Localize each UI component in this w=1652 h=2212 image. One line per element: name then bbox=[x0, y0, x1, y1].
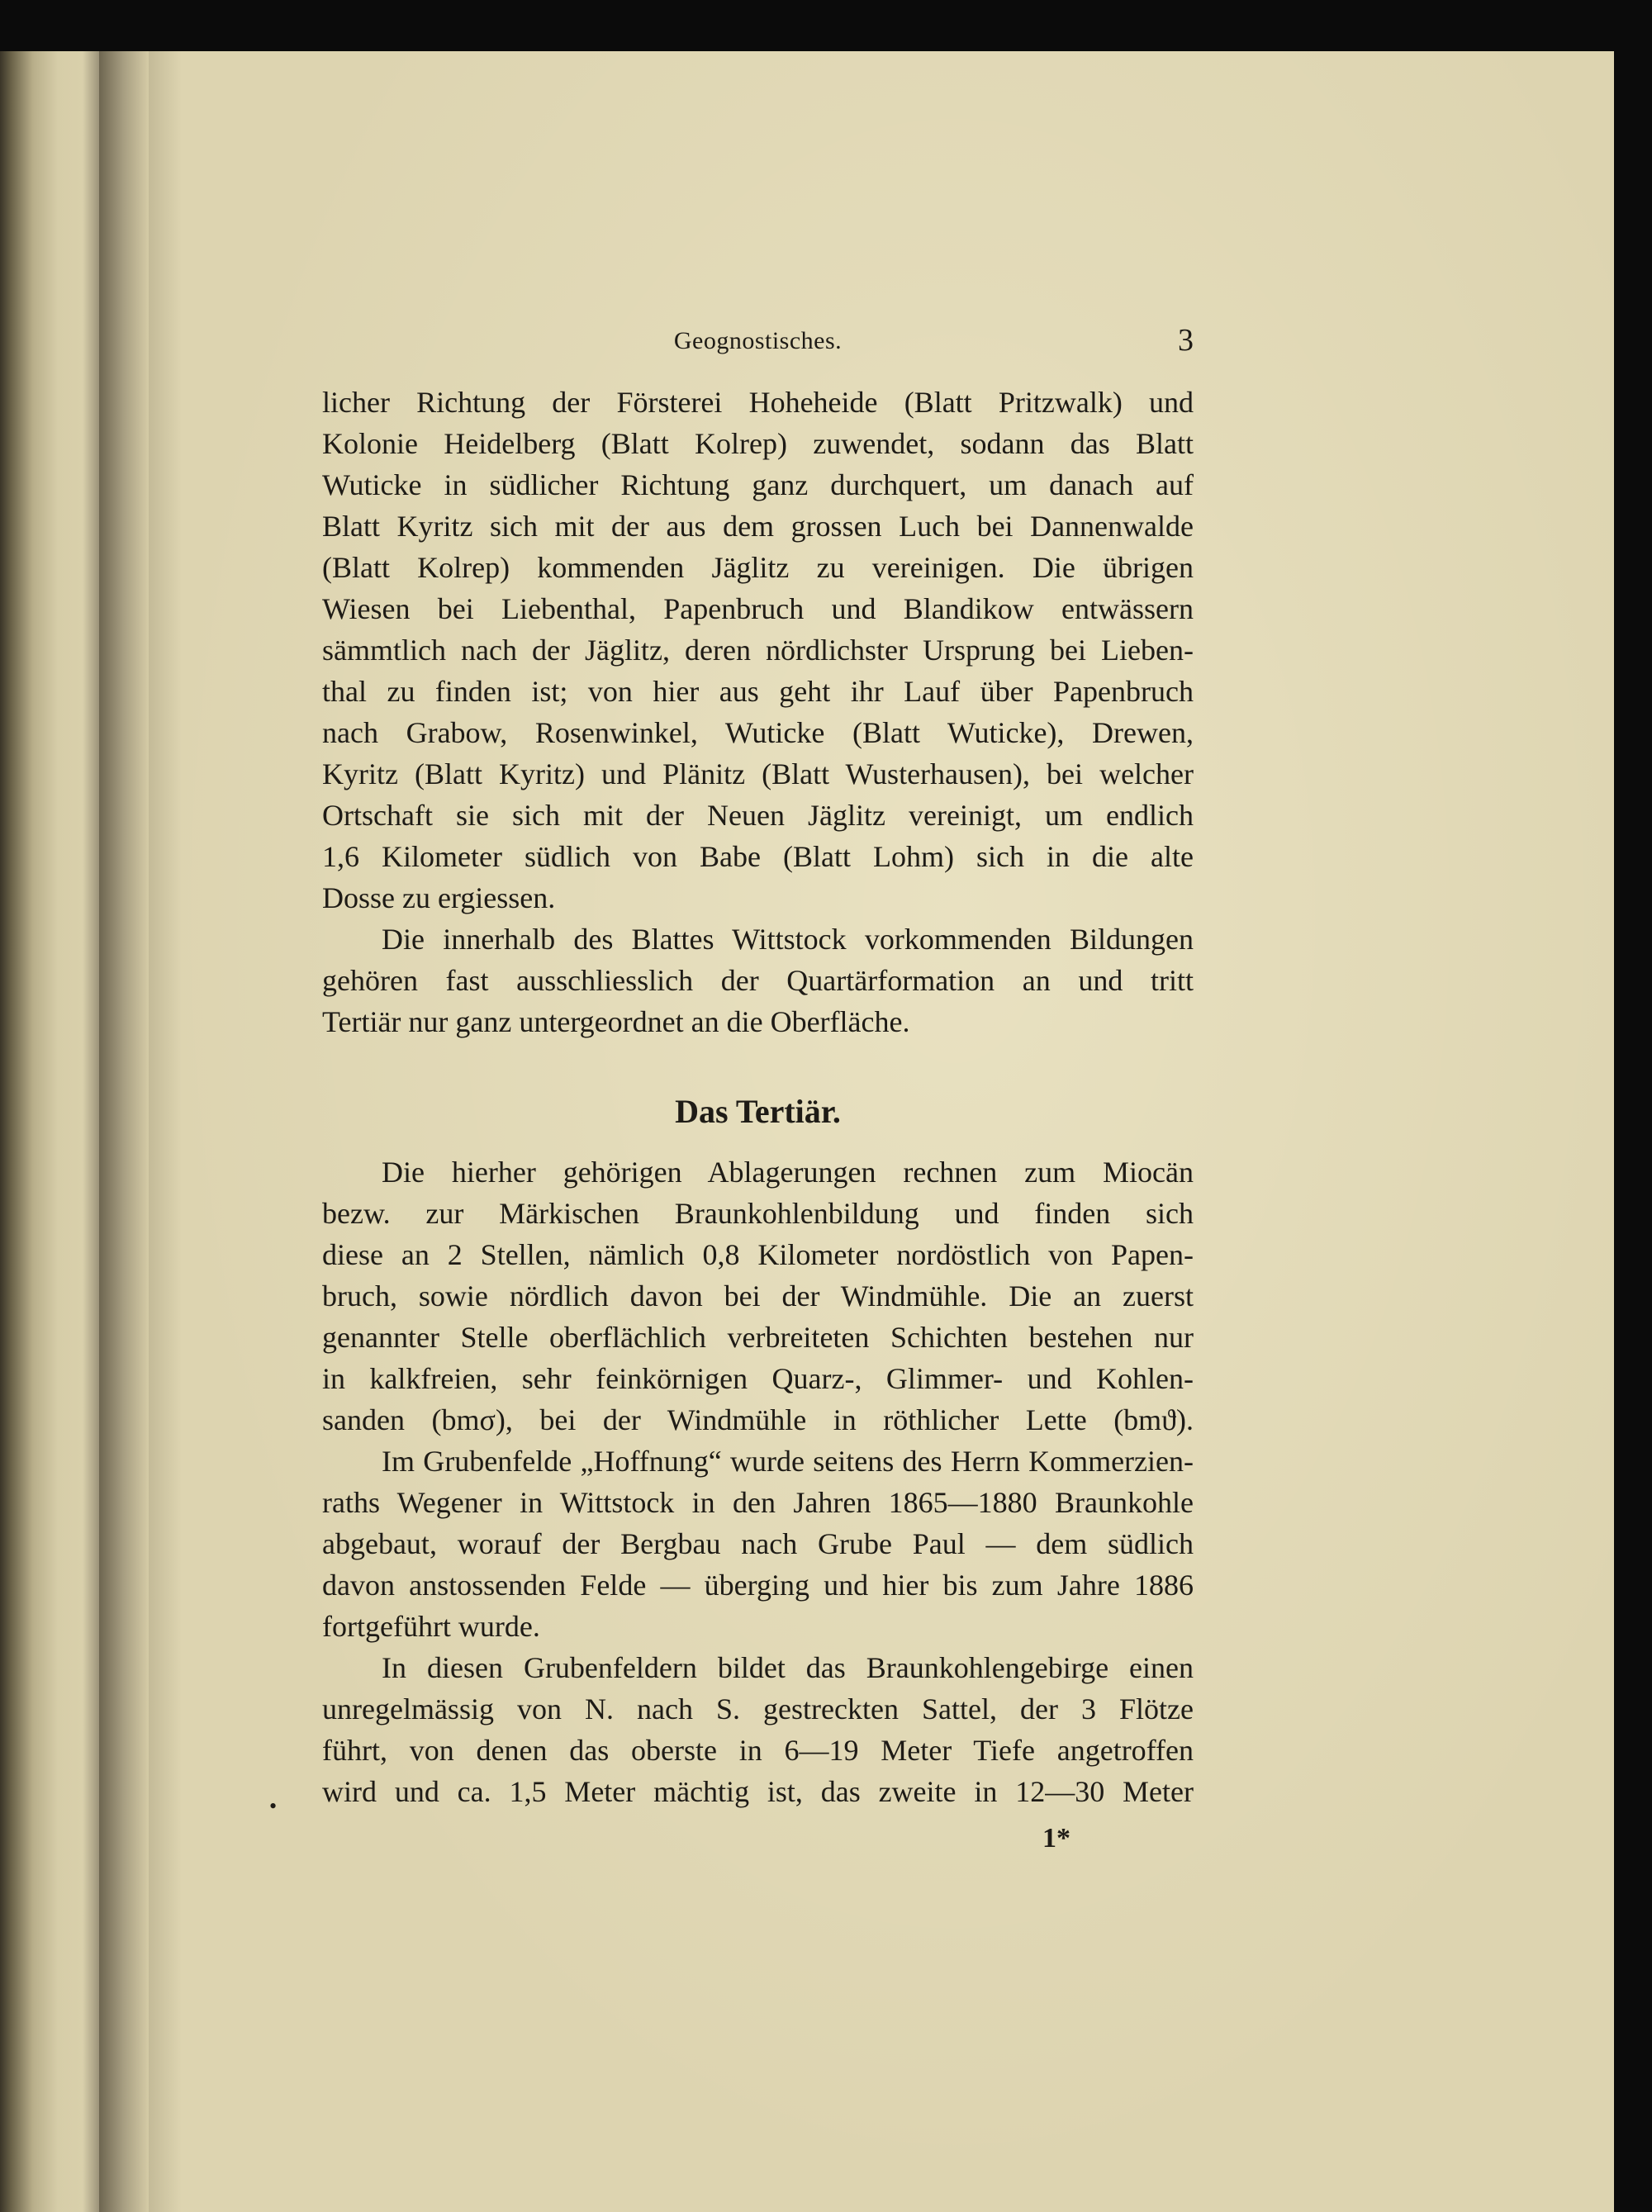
text-line: Kyritz (Blatt Kyritz) und Plänitz (Blatt Wusterhausen), bei welcher bbox=[322, 757, 1194, 790]
body-text-block-1 bbox=[322, 382, 1194, 1042]
text-line: sanden (bmσ), bei der Windmühle in röthlicher Lette (bmϑ). bbox=[322, 1403, 1194, 1436]
text-line: fortgeführt wurde. bbox=[322, 1610, 540, 1643]
book-gutter bbox=[99, 51, 149, 2212]
text-line: diese an 2 Stellen, nämlich 0,8 Kilometer nordöstlich von Papen- bbox=[322, 1238, 1194, 1271]
text-line: In diesen Grubenfeldern bildet das Braunkohlengebirge einen bbox=[382, 1651, 1194, 1684]
text-line: Im Grubenfelde „Hoffnung“ wurde seitens des Herrn Kommerzien- bbox=[382, 1445, 1194, 1478]
text-line: sämmtlich nach der Jäglitz, deren nördlichster Ursprung bei Lieben- bbox=[322, 634, 1194, 667]
text-line: Dosse zu ergiessen. bbox=[322, 881, 556, 914]
scan-background bbox=[1614, 51, 1652, 2212]
book-page bbox=[149, 51, 1614, 2212]
text-line: Die innerhalb des Blattes Wittstock vorkommenden Bildungen bbox=[382, 923, 1194, 956]
text-line: Wuticke in südlicher Richtung ganz durchquert, um danach auf bbox=[322, 468, 1194, 501]
body-text-block-2 bbox=[322, 1151, 1194, 1812]
text-line: davon anstossenden Felde — überging und hier bis zum Jahre 1886 bbox=[322, 1569, 1194, 1602]
text-line: gehören fast ausschliesslich der Quartärformation an und tritt bbox=[322, 964, 1194, 997]
text-line: 1,6 Kilometer südlich von Babe (Blatt Lohm) sich in die alte bbox=[322, 840, 1194, 873]
text-line: nach Grabow, Rosenwinkel, Wuticke (Blatt Wuticke), Drewen, bbox=[322, 716, 1194, 749]
text-line: Kolonie Heidelberg (Blatt Kolrep) zuwendet, sodann das Blatt bbox=[322, 427, 1194, 460]
page-number: 3 bbox=[1178, 323, 1194, 358]
text-line: genannter Stelle oberflächlich verbreiteten Schichten bestehen nur bbox=[322, 1321, 1194, 1354]
text-line: Tertiär nur ganz untergeordnet an die Oberfläche. bbox=[322, 1005, 910, 1038]
text-line: Ortschaft sie sich mit der Neuen Jäglitz vereinigt, um endlich bbox=[322, 799, 1194, 832]
text-line: licher Richtung der Försterei Hoheheide (Blatt Pritzwalk) und bbox=[322, 386, 1194, 419]
running-head: Geognostisches. bbox=[673, 327, 843, 354]
text-line: Wiesen bei Liebenthal, Papenbruch und Blandikow entwässern bbox=[322, 592, 1194, 625]
text-line: Die hierher gehörigen Ablagerungen rechnen zum Miocän bbox=[382, 1156, 1194, 1189]
facing-page-edge bbox=[0, 51, 99, 2212]
text-line: bruch, sowie nördlich davon bei der Windmühle. Die an zuerst bbox=[322, 1279, 1194, 1312]
text-line: führt, von denen das oberste in 6—19 Meter Tiefe angetroffen bbox=[322, 1734, 1194, 1767]
page-header bbox=[322, 322, 1194, 363]
signature-mark: 1* bbox=[1042, 1823, 1070, 1854]
text-line: wird und ca. 1,5 Meter mächtig ist, das zweite in 12—30 Meter bbox=[322, 1775, 1194, 1808]
text-line: raths Wegener in Wittstock in den Jahren 1865—1880 Braunkohle bbox=[322, 1486, 1194, 1519]
text-line: Blatt Kyritz sich mit der aus dem grossen Luch bei Dannenwalde bbox=[322, 510, 1194, 543]
text-line: in kalkfreien, sehr feinkörnigen Quarz-, Glimmer- und Kohlen- bbox=[322, 1362, 1194, 1395]
text-line: abgebaut, worauf der Bergbau nach Grube Paul — dem südlich bbox=[322, 1527, 1194, 1560]
text-line: (Blatt Kolrep) kommenden Jäglitz zu vereinigen. Die übrigen bbox=[322, 551, 1194, 584]
section-heading: Das Tertiär. bbox=[675, 1093, 841, 1130]
text-line: thal zu finden ist; von hier aus geht ihr Lauf über Papenbruch bbox=[322, 675, 1194, 708]
text-line: bezw. zur Märkischen Braunkohlenbildung und finden sich bbox=[322, 1197, 1194, 1230]
margin-mark: • bbox=[269, 1794, 278, 1818]
text-line: unregelmässig von N. nach S. gestreckten Sattel, der 3 Flötze bbox=[322, 1692, 1194, 1725]
